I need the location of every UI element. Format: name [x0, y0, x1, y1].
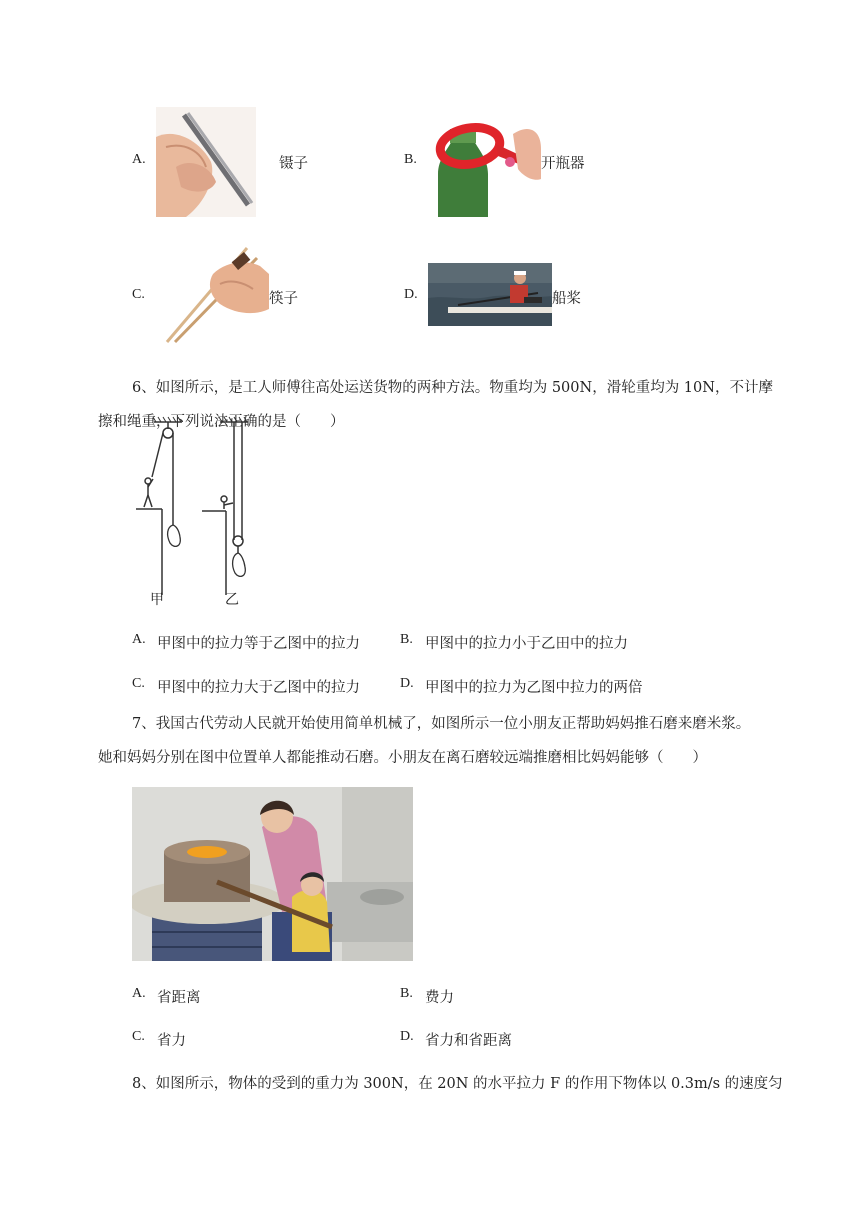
question-text-line: 她和妈妈分别在图中位置单人都能推动石磨。小朋友在离石磨较远端推磨相比妈妈能够（ ） — [98, 750, 707, 766]
option-letter: C. — [132, 287, 145, 302]
chopsticks-photo — [165, 244, 269, 344]
option-label: 镊子 — [279, 156, 308, 172]
option-letter: B. — [404, 152, 417, 167]
option-text: 省力 — [157, 1033, 186, 1049]
option-letter: D. — [400, 676, 414, 691]
option-letter: A. — [132, 632, 146, 647]
option-letter: A. — [132, 152, 146, 167]
option-text: 甲图中的拉力等于乙图中的拉力 — [157, 636, 360, 652]
millstone-illustration — [132, 787, 413, 961]
option-label: 船桨 — [552, 291, 581, 307]
option-letter: C. — [132, 676, 145, 691]
option-text: 甲图中的拉力为乙图中拉力的两倍 — [425, 680, 643, 696]
option-letter: D. — [400, 1029, 414, 1044]
figure-label-yi: 乙 — [225, 592, 239, 608]
rowing-photo — [428, 263, 552, 326]
pulley-figure — [134, 415, 264, 610]
q8-stem: 8、如图所示，物体的受到的重力为 300N，在 20N 的水平拉力 F 的作用下物体以 0.3m/s 的速度匀 — [132, 1076, 783, 1092]
option-text: 省距离 — [157, 990, 201, 1006]
question-text-line: 擦和绳重，下列说法正确的是（ ） — [98, 414, 345, 430]
option-letter: D. — [404, 287, 418, 302]
option-letter: B. — [400, 986, 413, 1001]
option-label: 筷子 — [269, 291, 298, 307]
tweezers-photo — [156, 107, 256, 217]
option-letter: C. — [132, 1029, 145, 1044]
bottle-opener-photo — [428, 104, 541, 217]
option-letter: A. — [132, 986, 146, 1001]
option-text: 甲图中的拉力大于乙图中的拉力 — [157, 680, 360, 696]
question-text-line: 7、我国古代劳动人民就开始使用简单机械了，如图所示一位小朋友正帮助妈妈推石磨来磨米浆。 — [132, 716, 751, 732]
option-text: 甲图中的拉力小于乙田中的拉力 — [425, 636, 628, 652]
figure-label-jia: 甲 — [150, 592, 164, 608]
question-text-line: 6、如图所示，是工人师傅往高处运送货物的两种方法。物重均为 500N，滑轮重均为 10N，不计摩 — [132, 380, 773, 396]
option-label: 开瓶器 — [541, 156, 585, 172]
option-letter: B. — [400, 632, 413, 647]
option-text: 费力 — [425, 990, 454, 1006]
option-text: 省力和省距离 — [425, 1033, 512, 1049]
q7-stem — [98, 707, 812, 775]
